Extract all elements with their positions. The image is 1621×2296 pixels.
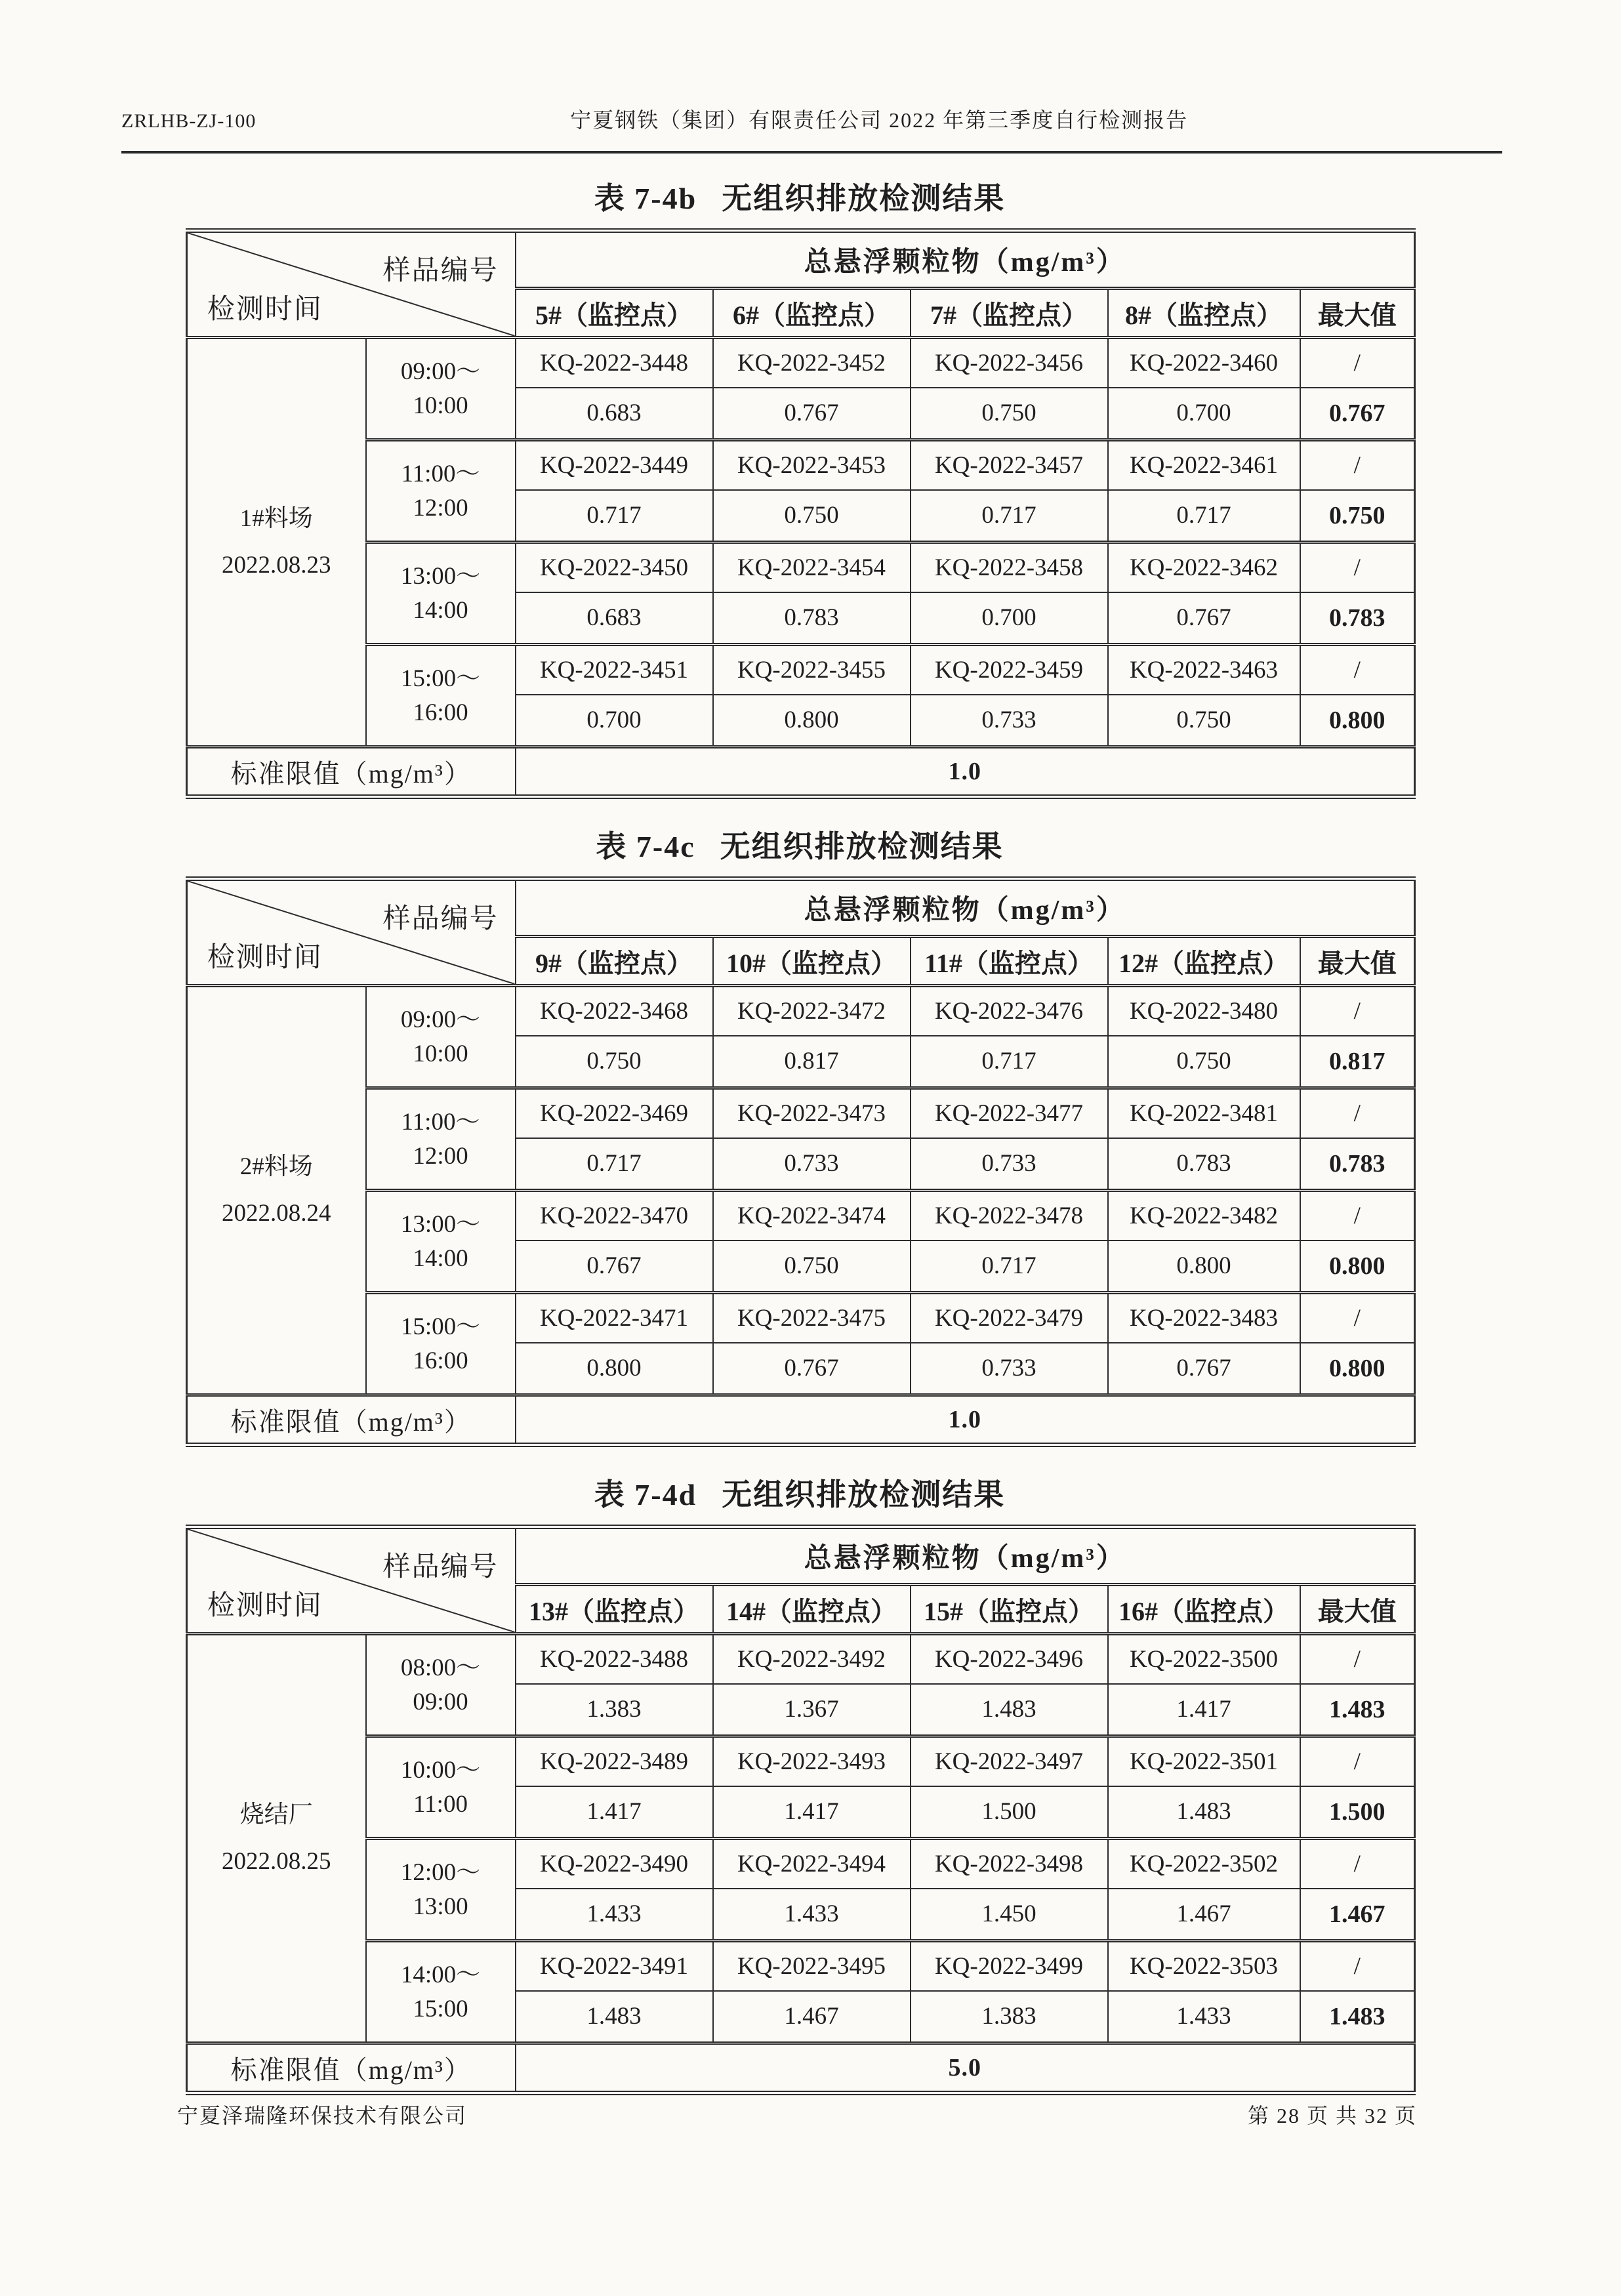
limit-value: 5.0 (516, 2043, 1415, 2093)
tsp-value: 0.750 (713, 1240, 911, 1293)
max-value: 0.767 (1300, 388, 1415, 440)
corner-label-test-time: 检测时间 (207, 294, 323, 325)
max-sample-slash: / (1300, 1941, 1415, 1991)
sample-id: KQ-2022-3460 (1108, 338, 1300, 388)
max-value: 1.483 (1300, 1991, 1415, 2043)
corner-label-sample-number: 样品编号 (382, 903, 499, 934)
time-start: 08:00～ (400, 1654, 481, 1681)
sample-id: KQ-2022-3476 (911, 986, 1108, 1036)
sample-id: KQ-2022-3497 (911, 1736, 1108, 1786)
time-start: 10:00～ (400, 1756, 481, 1784)
tsp-value: 0.717 (1108, 490, 1300, 543)
tsp-value: 1.467 (713, 1991, 911, 2043)
column-header-point: 9#（监控点） (516, 937, 713, 986)
table-title: 无组织排放检测结果 (720, 830, 1004, 863)
limit-label: 标准限值（mg/m³） (187, 2043, 516, 2093)
sample-id: KQ-2022-3500 (1108, 1634, 1300, 1684)
site-date: 2022.08.25 (222, 1847, 331, 1875)
sample-id: KQ-2022-3459 (911, 645, 1108, 695)
sample-id: KQ-2022-3482 (1108, 1191, 1300, 1240)
sample-id: KQ-2022-3454 (713, 543, 911, 592)
tsp-value: 0.767 (713, 388, 911, 440)
corner-header-cell (187, 879, 516, 986)
tsp-value: 0.800 (516, 1343, 713, 1395)
tsp-value: 1.417 (713, 1786, 911, 1839)
tsp-value: 0.733 (713, 1138, 911, 1191)
time-end: 12:00 (413, 494, 468, 522)
page-footer (177, 2099, 1417, 2129)
column-header-point: 15#（监控点） (911, 1585, 1108, 1634)
column-header-point: 5#（监控点） (516, 289, 713, 338)
tsp-value: 0.683 (516, 388, 713, 440)
column-header-point: 13#（监控点） (516, 1585, 713, 1634)
max-sample-slash: / (1300, 1634, 1415, 1684)
max-sample-slash: / (1300, 1736, 1415, 1786)
time-end: 11:00 (413, 1790, 468, 1818)
tsp-value: 0.700 (516, 695, 713, 747)
tsp-value: 0.767 (516, 1240, 713, 1293)
time-start: 13:00～ (400, 562, 481, 590)
tsp-value: 0.733 (911, 695, 1108, 747)
tsp-value: 0.717 (911, 490, 1108, 543)
sample-id: KQ-2022-3490 (516, 1839, 713, 1889)
tsp-value: 1.433 (713, 1889, 911, 1941)
sample-id: KQ-2022-3453 (713, 440, 911, 490)
corner-label-test-time: 检测时间 (207, 942, 323, 973)
page-header (121, 104, 1502, 154)
time-cell (366, 1941, 516, 2043)
sample-id: KQ-2022-3455 (713, 645, 911, 695)
tsp-value: 0.767 (1108, 592, 1300, 645)
sample-id: KQ-2022-3461 (1108, 440, 1300, 490)
time-cell (366, 440, 516, 543)
time-cell (366, 338, 516, 440)
column-header-point: 6#（监控点） (713, 289, 911, 338)
max-value: 0.783 (1300, 592, 1415, 645)
tsp-value: 0.700 (911, 592, 1108, 645)
sample-id: KQ-2022-3475 (713, 1293, 911, 1343)
time-start: 09:00～ (400, 358, 481, 385)
sample-id: KQ-2022-3488 (516, 1634, 713, 1684)
time-end: 14:00 (413, 596, 468, 624)
tsp-value: 1.383 (911, 1991, 1108, 2043)
max-value: 0.783 (1300, 1138, 1415, 1191)
group-header-tsp: 总悬浮颗粒物（mg/m³） (516, 879, 1415, 937)
time-start: 13:00～ (400, 1210, 481, 1238)
table-number: 表 7-4b (594, 182, 697, 215)
tsp-value: 1.367 (713, 1684, 911, 1736)
sample-id: KQ-2022-3457 (911, 440, 1108, 490)
sample-id: KQ-2022-3481 (1108, 1088, 1300, 1138)
tsp-value: 1.500 (911, 1786, 1108, 1839)
monitoring-table-7-4d (186, 1525, 1416, 2095)
sample-id: KQ-2022-3502 (1108, 1839, 1300, 1889)
tsp-value: 0.800 (1108, 1240, 1300, 1293)
column-header-point: 11#（监控点） (911, 937, 1108, 986)
tsp-value: 1.467 (1108, 1889, 1300, 1941)
time-start: 15:00～ (400, 665, 481, 692)
site-date: 2022.08.24 (222, 1199, 331, 1227)
sample-id: KQ-2022-3493 (713, 1736, 911, 1786)
max-value: 0.800 (1300, 1343, 1415, 1395)
sample-id: KQ-2022-3491 (516, 1941, 713, 1991)
sample-id: KQ-2022-3478 (911, 1191, 1108, 1240)
tsp-value: 0.717 (516, 490, 713, 543)
table-caption-7-4b (186, 169, 1414, 228)
corner-label-sample-number: 样品编号 (382, 1551, 499, 1582)
sample-id: KQ-2022-3498 (911, 1839, 1108, 1889)
sample-id: KQ-2022-3456 (911, 338, 1108, 388)
site-name: 烧结厂 (239, 1801, 313, 1829)
sample-id: KQ-2022-3450 (516, 543, 713, 592)
max-value: 1.467 (1300, 1889, 1415, 1941)
column-header-max: 最大值 (1300, 289, 1415, 338)
page-content (186, 169, 1414, 2095)
tsp-value: 0.817 (713, 1036, 911, 1088)
sample-id: KQ-2022-3448 (516, 338, 713, 388)
time-cell (366, 543, 516, 645)
tsp-value: 1.417 (516, 1786, 713, 1839)
limit-label: 标准限值（mg/m³） (187, 1395, 516, 1445)
report-title: 宁夏钢铁（集团）有限责任公司 2022 年第三季度自行检测报告 (570, 108, 1189, 132)
limit-value: 1.0 (516, 1395, 1415, 1445)
tsp-value: 0.733 (911, 1138, 1108, 1191)
time-end: 16:00 (413, 1347, 468, 1374)
time-end: 13:00 (413, 1893, 468, 1920)
site-name: 2#料场 (239, 1153, 313, 1181)
max-value: 0.817 (1300, 1036, 1415, 1088)
time-end: 10:00 (413, 1040, 468, 1067)
corner-header-cell (187, 1527, 516, 1634)
monitoring-table-7-4c (186, 876, 1416, 1447)
site-date: 2022.08.23 (222, 551, 331, 579)
tsp-value: 1.450 (911, 1889, 1108, 1941)
tsp-value: 1.483 (516, 1991, 713, 2043)
sample-id: KQ-2022-3449 (516, 440, 713, 490)
sample-id: KQ-2022-3494 (713, 1839, 911, 1889)
time-start: 11:00～ (401, 1108, 480, 1136)
sample-id: KQ-2022-3469 (516, 1088, 713, 1138)
tsp-value: 0.750 (516, 1036, 713, 1088)
tsp-value: 1.433 (1108, 1991, 1300, 2043)
tsp-value: 0.750 (713, 490, 911, 543)
time-end: 16:00 (413, 699, 468, 726)
tsp-value: 0.717 (911, 1240, 1108, 1293)
group-header-tsp: 总悬浮颗粒物（mg/m³） (516, 231, 1415, 289)
tsp-value: 1.417 (1108, 1684, 1300, 1736)
column-header-point: 10#（监控点） (713, 937, 911, 986)
time-start: 15:00～ (400, 1313, 481, 1340)
max-sample-slash: / (1300, 1191, 1415, 1240)
sample-id: KQ-2022-3472 (713, 986, 911, 1036)
max-sample-slash: / (1300, 1088, 1415, 1138)
time-cell (366, 1088, 516, 1191)
max-value: 1.500 (1300, 1786, 1415, 1839)
time-end: 10:00 (413, 392, 468, 419)
sample-id: KQ-2022-3489 (516, 1736, 713, 1786)
sample-id: KQ-2022-3468 (516, 986, 713, 1036)
time-cell (366, 1634, 516, 1736)
time-cell (366, 1736, 516, 1839)
limit-value: 1.0 (516, 747, 1415, 797)
table-title: 无组织排放检测结果 (722, 1478, 1006, 1511)
sample-id: KQ-2022-3479 (911, 1293, 1108, 1343)
tsp-value: 1.383 (516, 1684, 713, 1736)
max-value: 1.483 (1300, 1684, 1415, 1736)
tsp-value: 0.767 (1108, 1343, 1300, 1395)
tsp-value: 0.783 (713, 592, 911, 645)
max-sample-slash: / (1300, 338, 1415, 388)
sample-id: KQ-2022-3470 (516, 1191, 713, 1240)
column-header-max: 最大值 (1300, 1585, 1415, 1634)
sample-id: KQ-2022-3499 (911, 1941, 1108, 1991)
sample-id: KQ-2022-3503 (1108, 1941, 1300, 1991)
max-value: 0.800 (1300, 1240, 1415, 1293)
max-sample-slash: / (1300, 543, 1415, 592)
sample-id: KQ-2022-3471 (516, 1293, 713, 1343)
sample-id: KQ-2022-3496 (911, 1634, 1108, 1684)
limit-label: 标准限值（mg/m³） (187, 747, 516, 797)
max-sample-slash: / (1300, 1293, 1415, 1343)
table-title: 无组织排放检测结果 (722, 182, 1006, 215)
site-cell (187, 986, 366, 1395)
tsp-value: 0.717 (911, 1036, 1108, 1088)
column-header-point: 12#（监控点） (1108, 937, 1300, 986)
table-section-7-4c (186, 817, 1414, 1447)
tsp-value: 0.683 (516, 592, 713, 645)
column-header-point: 8#（监控点） (1108, 289, 1300, 338)
sample-id: KQ-2022-3492 (713, 1634, 911, 1684)
sample-id: KQ-2022-3451 (516, 645, 713, 695)
table-number: 表 7-4d (594, 1478, 697, 1511)
time-start: 09:00～ (400, 1006, 481, 1033)
sample-id: KQ-2022-3462 (1108, 543, 1300, 592)
sample-id: KQ-2022-3473 (713, 1088, 911, 1138)
monitoring-table-7-4b (186, 228, 1416, 799)
time-cell (366, 1293, 516, 1395)
max-sample-slash: / (1300, 1839, 1415, 1889)
sample-id: KQ-2022-3483 (1108, 1293, 1300, 1343)
tsp-value: 1.483 (1108, 1786, 1300, 1839)
tsp-value: 0.767 (713, 1343, 911, 1395)
time-end: 14:00 (413, 1244, 468, 1272)
table-caption-7-4d (186, 1466, 1414, 1525)
time-end: 09:00 (413, 1688, 468, 1715)
table-number: 表 7-4c (596, 830, 695, 863)
corner-label-sample-number: 样品编号 (382, 255, 499, 286)
sample-id: KQ-2022-3495 (713, 1941, 911, 1991)
tsp-value: 0.750 (1108, 1036, 1300, 1088)
time-start: 11:00～ (401, 460, 480, 487)
site-cell (187, 338, 366, 747)
table-section-7-4d (186, 1466, 1414, 2095)
time-cell (366, 1191, 516, 1293)
sample-id: KQ-2022-3477 (911, 1088, 1108, 1138)
site-name: 1#料场 (239, 505, 313, 533)
max-value: 0.750 (1300, 490, 1415, 543)
tsp-value: 0.750 (1108, 695, 1300, 747)
column-header-point: 7#（监控点） (911, 289, 1108, 338)
sample-id: KQ-2022-3480 (1108, 986, 1300, 1036)
max-sample-slash: / (1300, 986, 1415, 1036)
corner-label-test-time: 检测时间 (207, 1590, 323, 1621)
tsp-value: 0.783 (1108, 1138, 1300, 1191)
max-sample-slash: / (1300, 440, 1415, 490)
time-cell (366, 1839, 516, 1941)
tsp-value: 0.733 (911, 1343, 1108, 1395)
table-caption-7-4c (186, 817, 1414, 876)
time-cell (366, 645, 516, 747)
time-start: 14:00～ (400, 1961, 481, 1988)
table-section-7-4b (186, 169, 1414, 799)
time-start: 12:00～ (400, 1858, 481, 1886)
sample-id: KQ-2022-3474 (713, 1191, 911, 1240)
time-end: 12:00 (413, 1142, 468, 1170)
site-cell (187, 1634, 366, 2043)
max-value: 0.800 (1300, 695, 1415, 747)
max-sample-slash: / (1300, 645, 1415, 695)
sample-id: KQ-2022-3501 (1108, 1736, 1300, 1786)
corner-header-cell (187, 231, 516, 338)
sample-id: KQ-2022-3458 (911, 543, 1108, 592)
column-header-point: 16#（监控点） (1108, 1585, 1300, 1634)
tsp-value: 1.483 (911, 1684, 1108, 1736)
column-header-point: 14#（监控点） (713, 1585, 911, 1634)
sample-id: KQ-2022-3463 (1108, 645, 1300, 695)
tsp-value: 0.800 (713, 695, 911, 747)
column-header-max: 最大值 (1300, 937, 1415, 986)
tsp-value: 0.717 (516, 1138, 713, 1191)
sample-id: KQ-2022-3452 (713, 338, 911, 388)
tsp-value: 1.433 (516, 1889, 713, 1941)
time-cell (366, 986, 516, 1088)
tsp-value: 0.750 (911, 388, 1108, 440)
footer-company: 宁夏泽瑞隆环保技术有限公司 (177, 2104, 468, 2127)
group-header-tsp: 总悬浮颗粒物（mg/m³） (516, 1527, 1415, 1585)
document-code: ZRLHB-ZJ-100 (121, 110, 256, 132)
time-end: 15:00 (413, 1995, 468, 2022)
footer-page-info: 第 28 页 共 32 页 (1247, 2104, 1417, 2127)
tsp-value: 0.700 (1108, 388, 1300, 440)
